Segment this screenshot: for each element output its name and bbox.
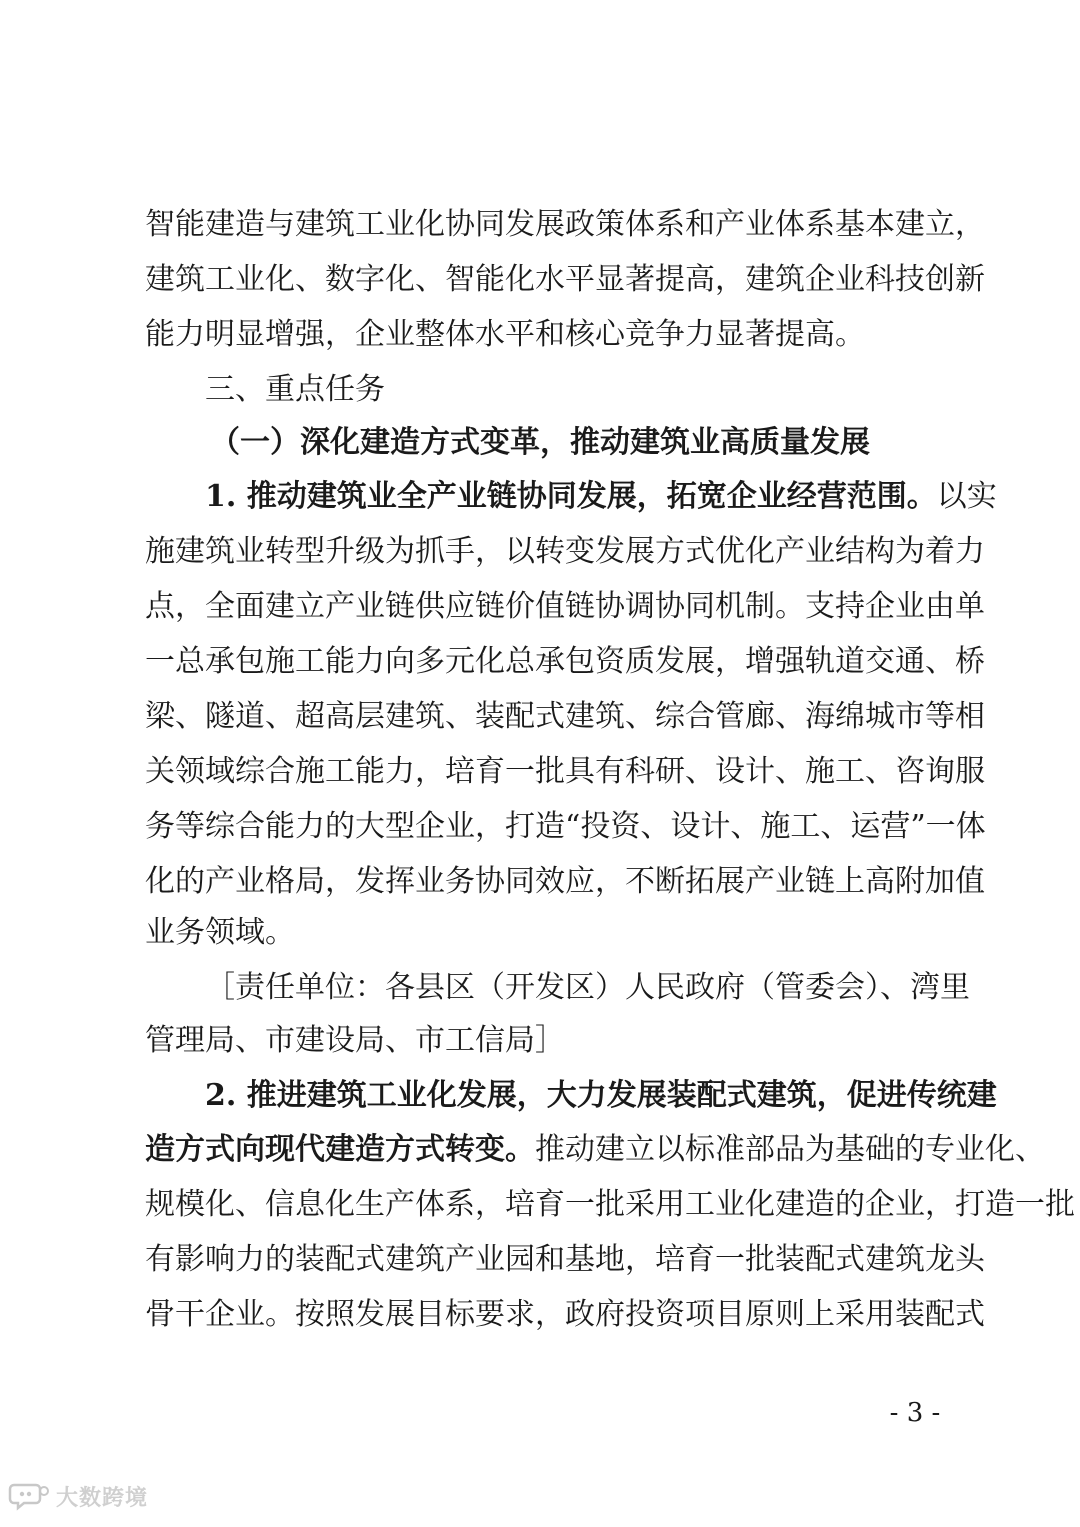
- item1-line-2: 施建筑业转型升级为抓手，以转变发展方式优化产业结构为着力: [145, 534, 985, 569]
- item2-title-line-1: 2. 推进建筑工业化发展，大力发展装配式建筑，促进传统建: [205, 1078, 997, 1113]
- item1-line-4: 一总承包施工能力向多元化总承包资质发展，增强轨道交通、桥: [145, 644, 985, 679]
- speech-bubble-logo-icon: [10, 1481, 50, 1511]
- watermark-text: 大数跨境: [56, 1485, 149, 1511]
- item1-first-line: [205, 472, 997, 522]
- intro-line-3: 能力明显增强，企业整体水平和核心竞争力显著提高。: [145, 317, 865, 352]
- intro-line-1: 智能建造与建筑工业化协同发展政策体系和产业体系基本建立，: [145, 207, 985, 242]
- item2-line-4: 有影响力的装配式建筑产业园和基地，培育一批装配式建筑龙头: [145, 1242, 985, 1277]
- item1-first-line-rest: 以实: [936, 479, 997, 514]
- item1-line-9: 业务领域。: [145, 915, 295, 950]
- item1-title: 1. 推动建筑业全产业链协同发展，拓宽企业经营范围。: [205, 479, 937, 514]
- item1-line-3: 点，全面建立产业链供应链价值链协调协同机制。支持企业由单: [145, 589, 985, 624]
- section-heading: 三、重点任务: [205, 372, 385, 407]
- item1-responsible-line-2: 管理局、市建设局、市工信局］: [145, 1023, 565, 1058]
- item1-line-8: 化的产业格局，发挥业务协同效应，不断拓展产业链上高附加值: [145, 864, 985, 899]
- item2-line-2: [145, 1125, 1045, 1175]
- item2-line-2-rest: 推动建立以标准部品为基础的专业化、: [535, 1132, 1045, 1167]
- item2-line-3: 规模化、信息化生产体系，培育一批采用工业化建造的企业，打造一批: [145, 1187, 1075, 1222]
- item2-title-line-2: 造方式向现代建造方式转变。: [145, 1132, 535, 1167]
- item2-line-5: 骨干企业。按照发展目标要求，政府投资项目原则上采用装配式: [145, 1297, 985, 1332]
- item1-line-7: 务等综合能力的大型企业，打造“投资、设计、施工、运营”一体: [145, 809, 986, 844]
- item1-line-6: 关领域综合施工能力，培育一批具有科研、设计、施工、咨询服: [145, 754, 985, 789]
- subsection-heading: （一）深化建造方式变革，推动建筑业高质量发展: [210, 425, 870, 460]
- item1-line-5: 梁、隧道、超高层建筑、装配式建筑、综合管廊、海绵城市等相: [145, 699, 985, 734]
- page-number: - 3 -: [889, 1398, 941, 1428]
- item1-responsible-line-1: ［责任单位：各县区（开发区）人民政府（管委会）、湾里: [205, 970, 970, 1005]
- intro-line-2: 建筑工业化、数字化、智能化水平显著提高，建筑企业科技创新: [145, 262, 985, 297]
- watermark: [10, 1478, 148, 1514]
